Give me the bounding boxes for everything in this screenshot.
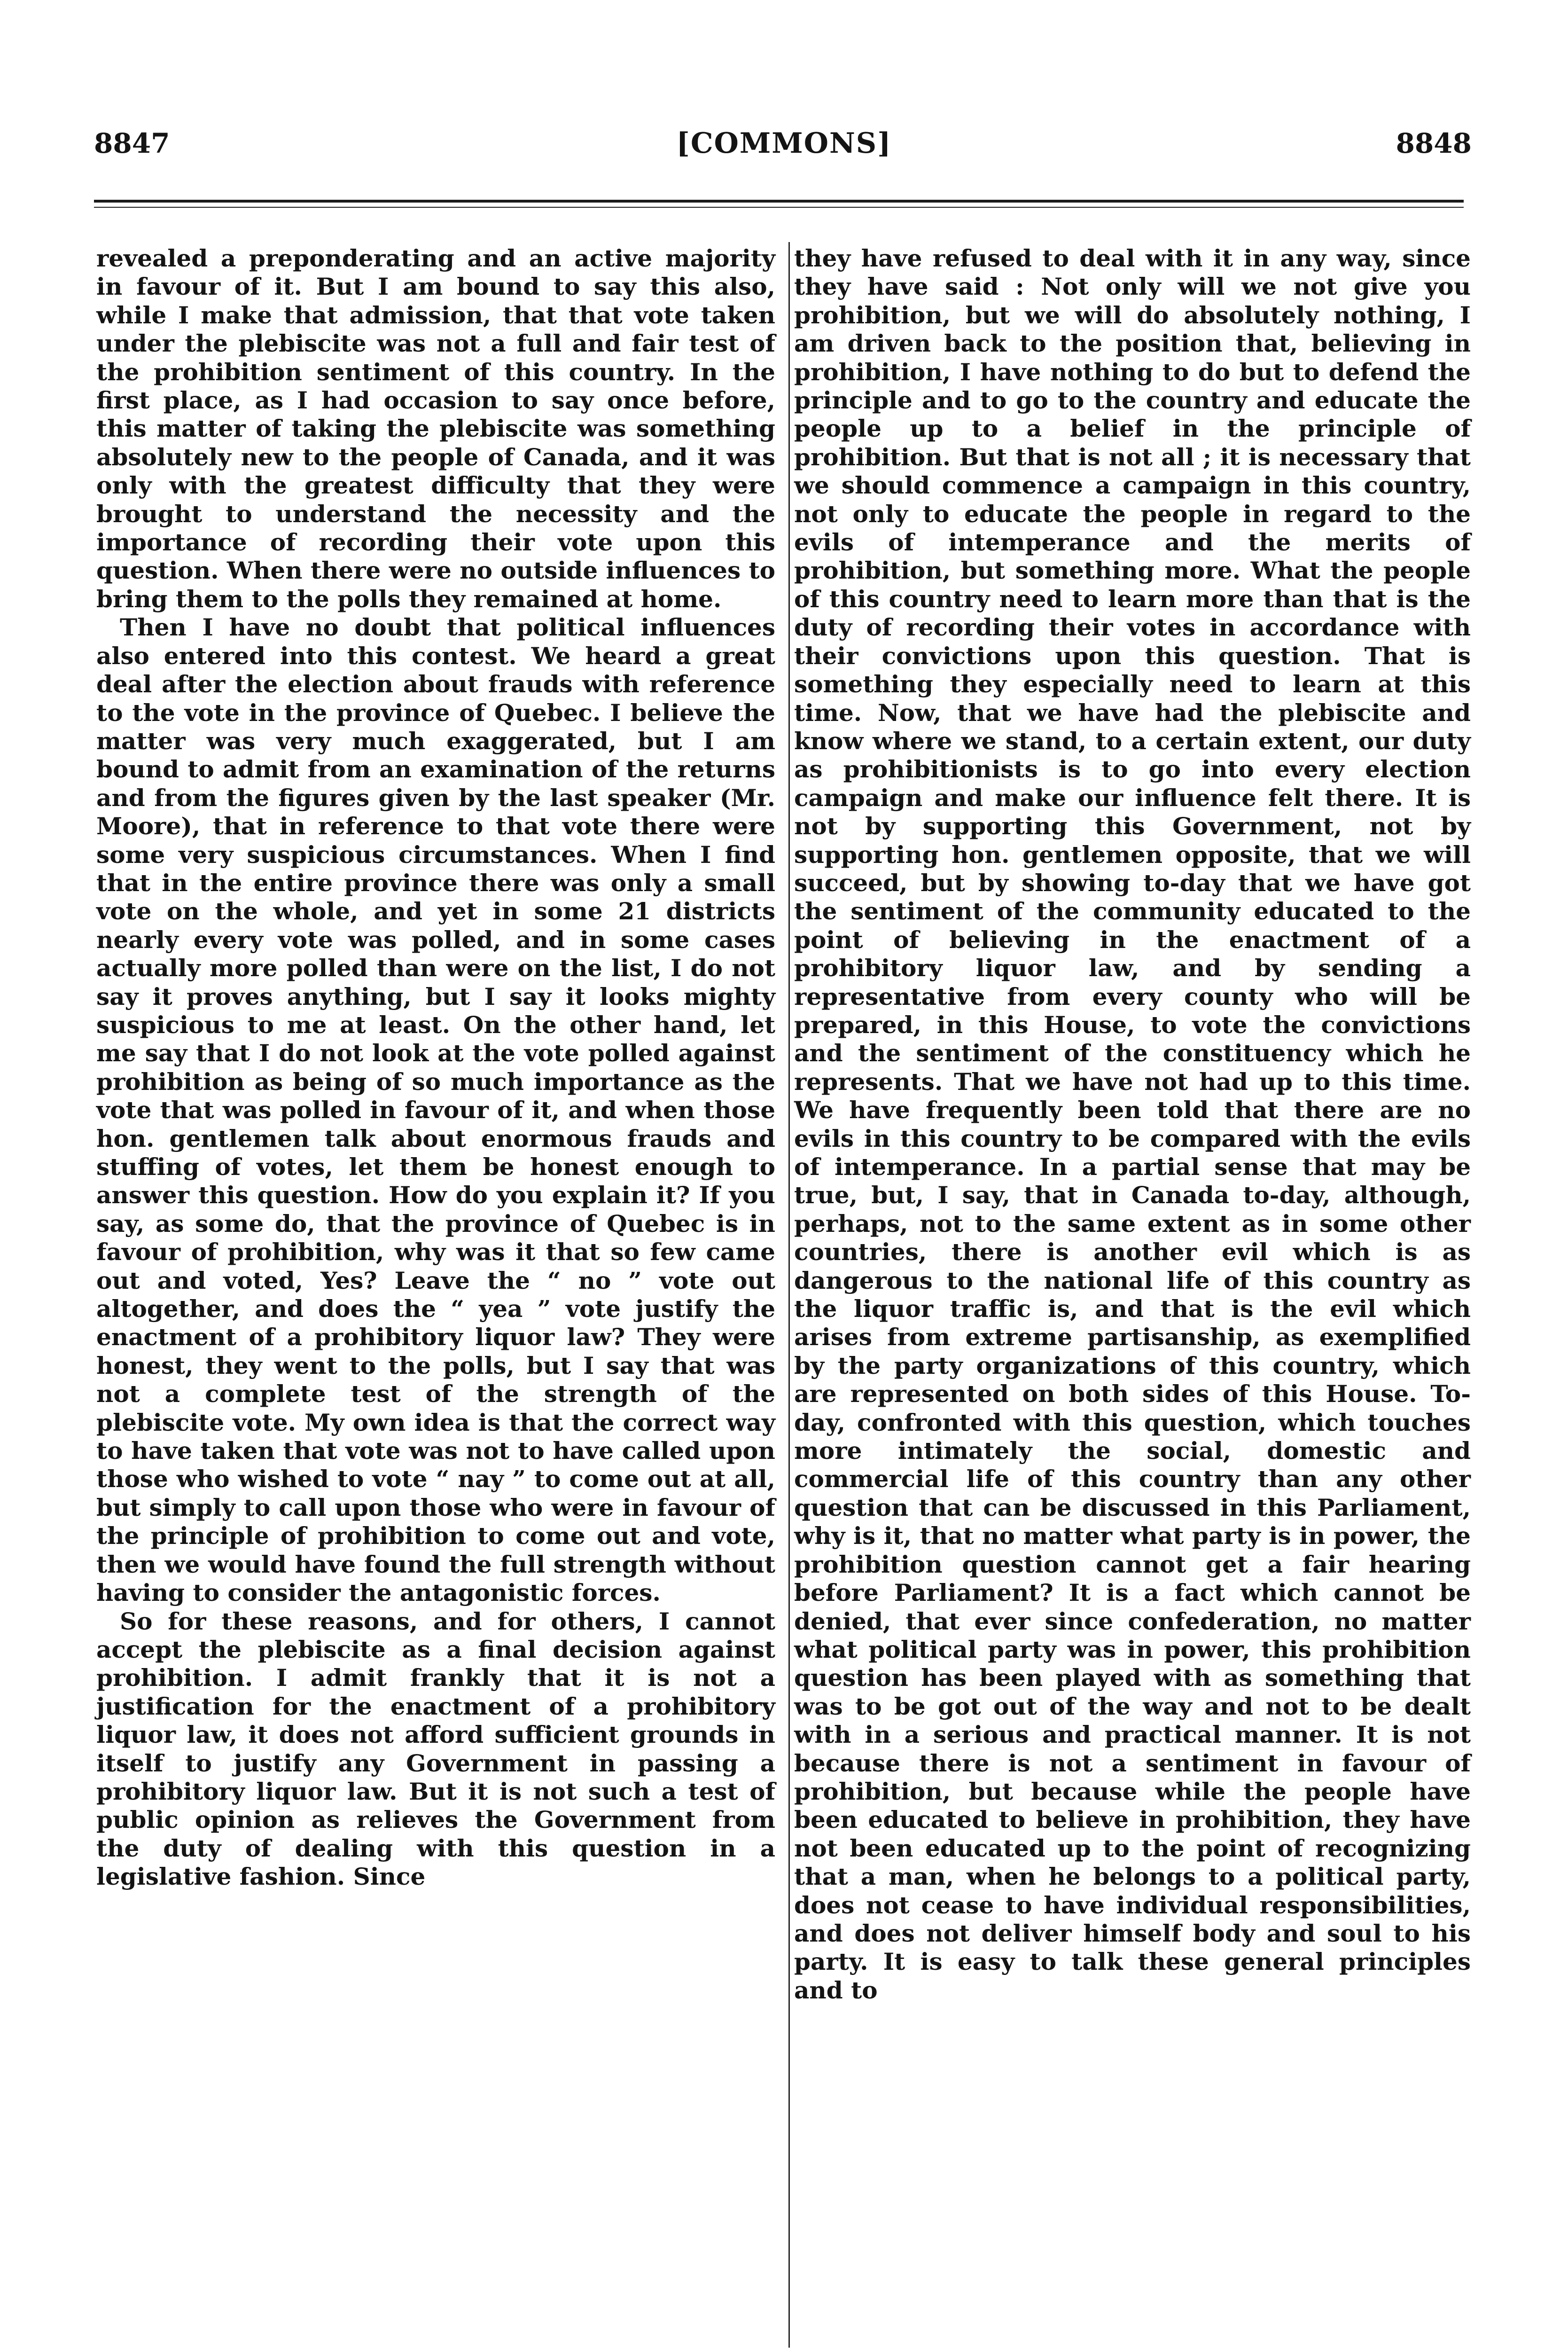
paragraph: So for these reasons, and for others, I cannot accept the plebiscite as a final decision against prohibition. I admit frankly that it is not a justification for the enactment of a prohibitory liquor law, it does not afford sufficient grounds in itself to justify any Government in passing a prohibitory liquor law. But it is not such a test of public opinion as relieves the Government from the duty of dealing with this question in a legislative fashion. Since — [96, 1607, 775, 1891]
page-header — [0, 127, 1568, 174]
header-rule-thick — [94, 200, 1464, 203]
page-number-right: 8848 — [1396, 127, 1472, 159]
paragraph: revealed a preponderating and an active majority in favour of it. But I am bound to say this also, while I make that admission, that that vote taken under the plebiscite was not a full and fair test of the prohibition sentiment of this country. In the first place, as I had occasion to say once before, this matter of taking the plebiscite was something absolutely new to the people of Canada, and it was only with the greatest difficulty that they were brought to understand the necessity and the importance of recording their vote upon this question. When there were no outside influences to bring them to the polls they remained at home. — [96, 244, 775, 613]
paragraph: they have refused to deal with it in any way, since they have said : Not only will we not give you prohibition, but we will do absolutely nothing, I am driven back to the position that, believing in prohibition, I have nothing to do but to defend the principle and to go to the country and educate the people up to a belief in the principle of prohibition. But that is not all ; it is necessary that we should commence a campaign in this country, not only to educate the people in regard to the evils of intemperance and the merits of prohibition, but something more. What the people of this country need to learn more than that is the duty of recording their votes in accordance with their convictions upon this question. That is something they especially need to learn at this time. Now, that we have had the plebiscite and know where we stand, to a certain extent, our duty as prohibitionists is to go into every election campaign and make our influence felt there. It is not by supporting this Government, not by supporting hon. gentlemen opposite, that we will succeed, but by showing to-day that we have got the sentiment of the community educated to the point of believing in the enactment of a prohibitory liquor law, and by sending a representative from every county who will be prepared, in this House, to vote the convictions and the sentiment of the constituency which he represents. That we have not had up to this time. We have frequently been told that there are no evils in this country to be compared with the evils of intemperance. In a partial sense that may be true, but, I say, that in Canada to-day, although, perhaps, not to the same extent as in some other countries, there is another evil which is as dangerous to the national life of this country as the liquor traffic is, and that is the evil which arises from extreme partisanship, as exemplified by the party organizations of this country, which are represented on both sides of this House. To-day, confronted with this question, which touches more intimately the social, domestic and commercial life of this country than any other question that can be discussed in this Parliament, why is it, that no matter what party is in power, the prohibition question cannot get a fair hearing before Parliament? It is a fact which cannot be denied, that ever since confederation, no matter what political party was in power, this prohibition question has been played with as something that was to be got out of the way and not to be dealt with in a serious and practical manner. It is not because there is not a sentiment in favour of prohibition, but because while the people have been educated to believe in prohibition, they have not been educated up to the point of recognizing that a man, when he belongs to a political party, does not cease to have individual responsibilities, and does not deliver himself body and soul to his party. It is easy to talk these general principles and to — [794, 244, 1471, 2004]
right-column — [794, 244, 1471, 2005]
left-column — [96, 244, 775, 1891]
running-head-title: [COMMONS] — [676, 127, 892, 160]
paragraph: Then I have no doubt that political influences also entered into this contest. We heard a great deal after the election about frauds with reference to the vote in the province of Quebec. I believe the matter was very much exaggerated, but I am bound to admit from an examination of the returns and from the figures given by the last speaker (Mr. Moore), that in reference to that vote there were some very suspicious circumstances. When I find that in the entire province there was only a small vote on the whole, and yet in some 21 districts nearly every vote was polled, and in some cases actually more polled than were on the list, I do not say it proves anything, but I say it looks mighty suspicious to me at least. On the other hand, let me say that I do not look at the vote polled against prohibition as being of so much importance as the vote that was polled in favour of it, and when those hon. gentlemen talk about enormous frauds and stuffing of votes, let them be honest enough to answer this question. How do you explain it? If you say, as some do, that the province of Quebec is in favour of prohibition, why was it that so few came out and voted, Yes? Leave the “ no ” vote out altogether, and does the “ yea ” vote justify the enactment of a prohibitory liquor law? They were honest, they went to the polls, but I say that was not a complete test of the strength of the plebiscite vote. My own idea is that the correct way to have taken that vote was not to have called upon those who wished to vote “ nay ” to come out at all, but simply to call upon those who were in favour of the principle of prohibition to come out and vote, then we would have found the full strength without having to consider the antagonistic forces. — [96, 613, 775, 1607]
page-number-left: 8847 — [94, 127, 170, 159]
column-divider — [788, 242, 790, 2348]
header-rule-thin — [94, 207, 1464, 208]
